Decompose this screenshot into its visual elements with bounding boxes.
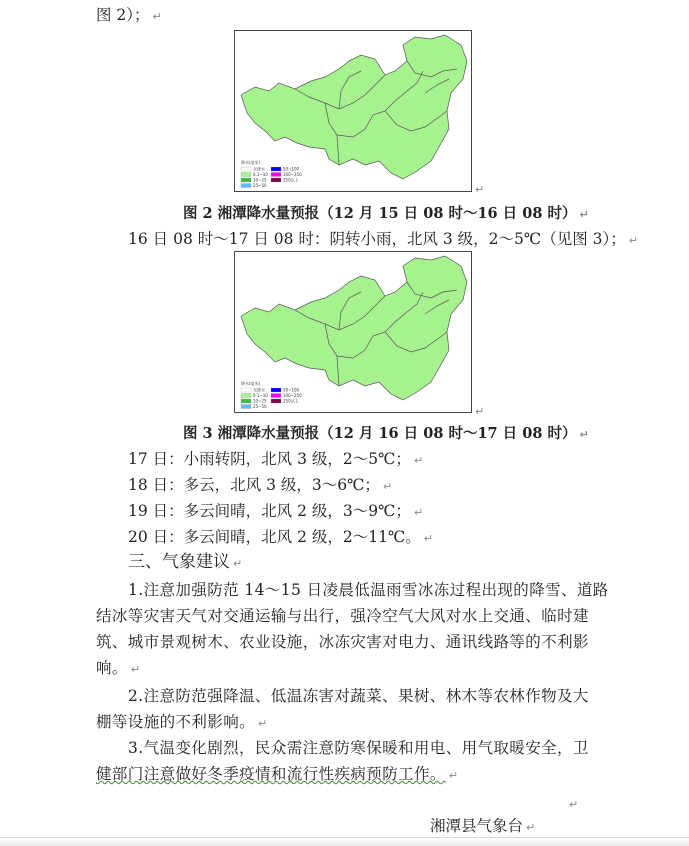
legend-2 (241, 159, 302, 188)
legend-swatch (241, 178, 251, 182)
figure-2-caption: 图 2 湘潭降水量预报（12 月 15 日 08 时～16 日 08 时） ↵ (183, 205, 589, 222)
forecast-day-17: 17 日：小雨转阴，北风 3 级，2～5℃； ↵ (128, 450, 424, 468)
figure-3-caption: 图 3 湘潭降水量预报（12 月 16 日 08 时～17 日 08 时） ↵ (183, 425, 589, 442)
legend-swatch (241, 167, 251, 171)
legend-swatch (271, 388, 281, 392)
legend-label: 25~50 (253, 404, 267, 409)
text-line-fig2-ref: 图 2）； ↵ (96, 6, 162, 24)
legend-label: 0.1~10 (253, 393, 268, 398)
legend-swatch (271, 394, 281, 398)
advice-2-line-1: 2.注意防范强降温、低温冻害对蔬菜、果树、林木等农林作物及大 (128, 687, 589, 705)
legend-3 (241, 380, 302, 409)
advice-1-line-1: 1.注意加强防范 14～15 日凌晨低温雨雪冰冻过程出现的降雪、道路 (128, 581, 609, 599)
legend-label: 100~250 (283, 172, 302, 177)
legend-label: 25~50 (253, 183, 267, 188)
legend-swatch (271, 399, 281, 403)
section-heading: 三、气象建议 ↵ (128, 552, 243, 572)
precipitation-map-3 (235, 252, 471, 412)
advice-1-line-3: 筑、城市景观树木、农业设施，冰冻灾害对电力、通讯线路等的不利影 (96, 633, 589, 651)
legend-label: 250以上 (283, 177, 299, 183)
legend-swatch (241, 388, 251, 392)
legend-swatch (241, 405, 251, 409)
legend-swatch (271, 178, 281, 182)
legend-title: 降水(毫米) (241, 160, 261, 165)
advice-2-line-2: 棚等设施的不利影响。 ↵ (96, 713, 268, 731)
forecast-day-19: 19 日：多云间晴，北风 2 级，3～9℃； ↵ (128, 502, 424, 520)
legend-swatch (241, 394, 251, 398)
legend-label: 50~100 (283, 387, 300, 393)
map-figure-2 (234, 30, 472, 192)
county-boundary (241, 35, 467, 179)
signature: 湘潭县气象台 ↵ (430, 817, 536, 835)
page-bottom-edge (0, 837, 689, 846)
precipitation-map-2 (235, 31, 471, 191)
advice-3-line-1: 3.气温变化剧烈，民众需注意防寒保暖和用电、用气取暖安全，卫 (128, 739, 589, 757)
advice-3-line-2: 健部门注意做好冬季疫情和流行性疾病预防工作。 ↵ (96, 765, 459, 783)
legend-label: 0.1~10 (253, 172, 268, 177)
map-figure-3 (234, 251, 472, 413)
legend-label: 无降水 (253, 387, 265, 393)
forecast-day-20: 20 日：多云间晴，北风 2 级，2～11℃。 ↵ (128, 528, 434, 546)
forecast-16: 16 日 08 时～17 日 08 时：阴转小雨，北风 3 级，2～5℃（见图 3）； ↵ (128, 230, 638, 248)
legend-label: 100~250 (283, 393, 302, 398)
legend-swatch (241, 399, 251, 403)
forecast-day-18: 18 日：多云，北风 3 级，3～6℃； ↵ (128, 476, 393, 494)
legend-swatch (271, 167, 281, 171)
legend-label: 10~25 (253, 177, 267, 183)
legend-swatch (241, 173, 251, 177)
legend-label: 250以上 (283, 398, 299, 404)
legend-label: 无降水 (253, 166, 265, 172)
legend-swatch (241, 184, 251, 188)
county-boundary (241, 256, 467, 400)
legend-label: 50~100 (283, 166, 300, 172)
advice-1-line-2: 结冰等灾害天气对交通运输与出行，强冷空气大风对水上交通、临时建 (96, 607, 589, 625)
advice-1-line-4: 响。 ↵ (96, 659, 141, 677)
legend-swatch (271, 173, 281, 177)
legend-label: 10~25 (253, 398, 267, 404)
legend-title: 降水(毫米) (241, 381, 261, 386)
